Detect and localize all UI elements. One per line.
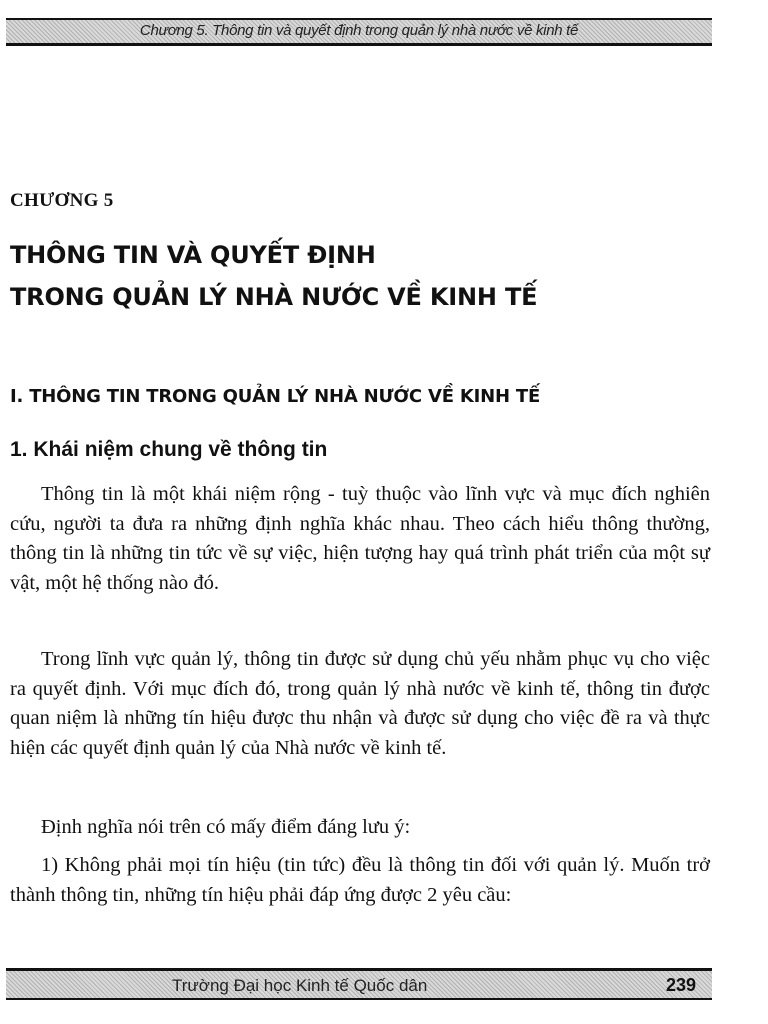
- footer-institution: Trường Đại học Kinh tế Quốc dân: [172, 976, 428, 995]
- paragraph-3: Định nghĩa nói trên có mấy điểm đáng lưu ý:: [41, 816, 411, 838]
- paragraph-4: 1) Không phải mọi tín hiệu (tin tức) đều là thông tin đối với quản lý. Muốn trở thành thông tin, những tín hiệu phải đáp ứng được 2 yêu cầu:: [10, 854, 710, 906]
- running-footer: [6, 968, 712, 1000]
- running-header: [6, 18, 712, 46]
- chapter-title-line-1: THÔNG TIN VÀ QUYẾT ĐỊNH: [10, 241, 376, 269]
- chapter-title-line-2: TRONG QUẢN LÝ NHÀ NƯỚC VỀ KINH TẾ: [10, 283, 538, 311]
- section-heading: I. THÔNG TIN TRONG QUẢN LÝ NHÀ NƯỚC VỀ KINH TẾ: [10, 386, 541, 407]
- chapter-title: [10, 234, 710, 318]
- paragraph-1: Thông tin là một khái niệm rộng - tuỳ thuộc vào lĩnh vực và mục đích nghiên cứu, người ta đưa ra những định nghĩa khác nhau. Theo cách hiểu thông thường, thông tin là những tin tức về sự việc, hiện tượng hay quá trình phát triển của một sự vật, một hệ thống nào đó.: [10, 483, 710, 594]
- paragraph-2: Trong lĩnh vực quản lý, thông tin được sử dụng chủ yếu nhằm phục vụ cho việc ra quyết định. Với mục đích đó, trong quản lý nhà nước về kinh tế, thông tin được quan niệm là những tín hiệu được thu nhận và được sử dụng cho việc đề ra và thực hiện các quyết định quản lý của Nhà nước về kinh tế.: [10, 648, 710, 759]
- chapter-label: CHƯƠNG 5: [10, 190, 114, 211]
- page-number: 239: [665, 975, 696, 995]
- running-header-title: Chương 5. Thông tin và quyết định trong quản lý nhà nước về kinh tế: [139, 22, 579, 39]
- subsection-heading: 1. Khái niệm chung về thông tin: [10, 438, 328, 461]
